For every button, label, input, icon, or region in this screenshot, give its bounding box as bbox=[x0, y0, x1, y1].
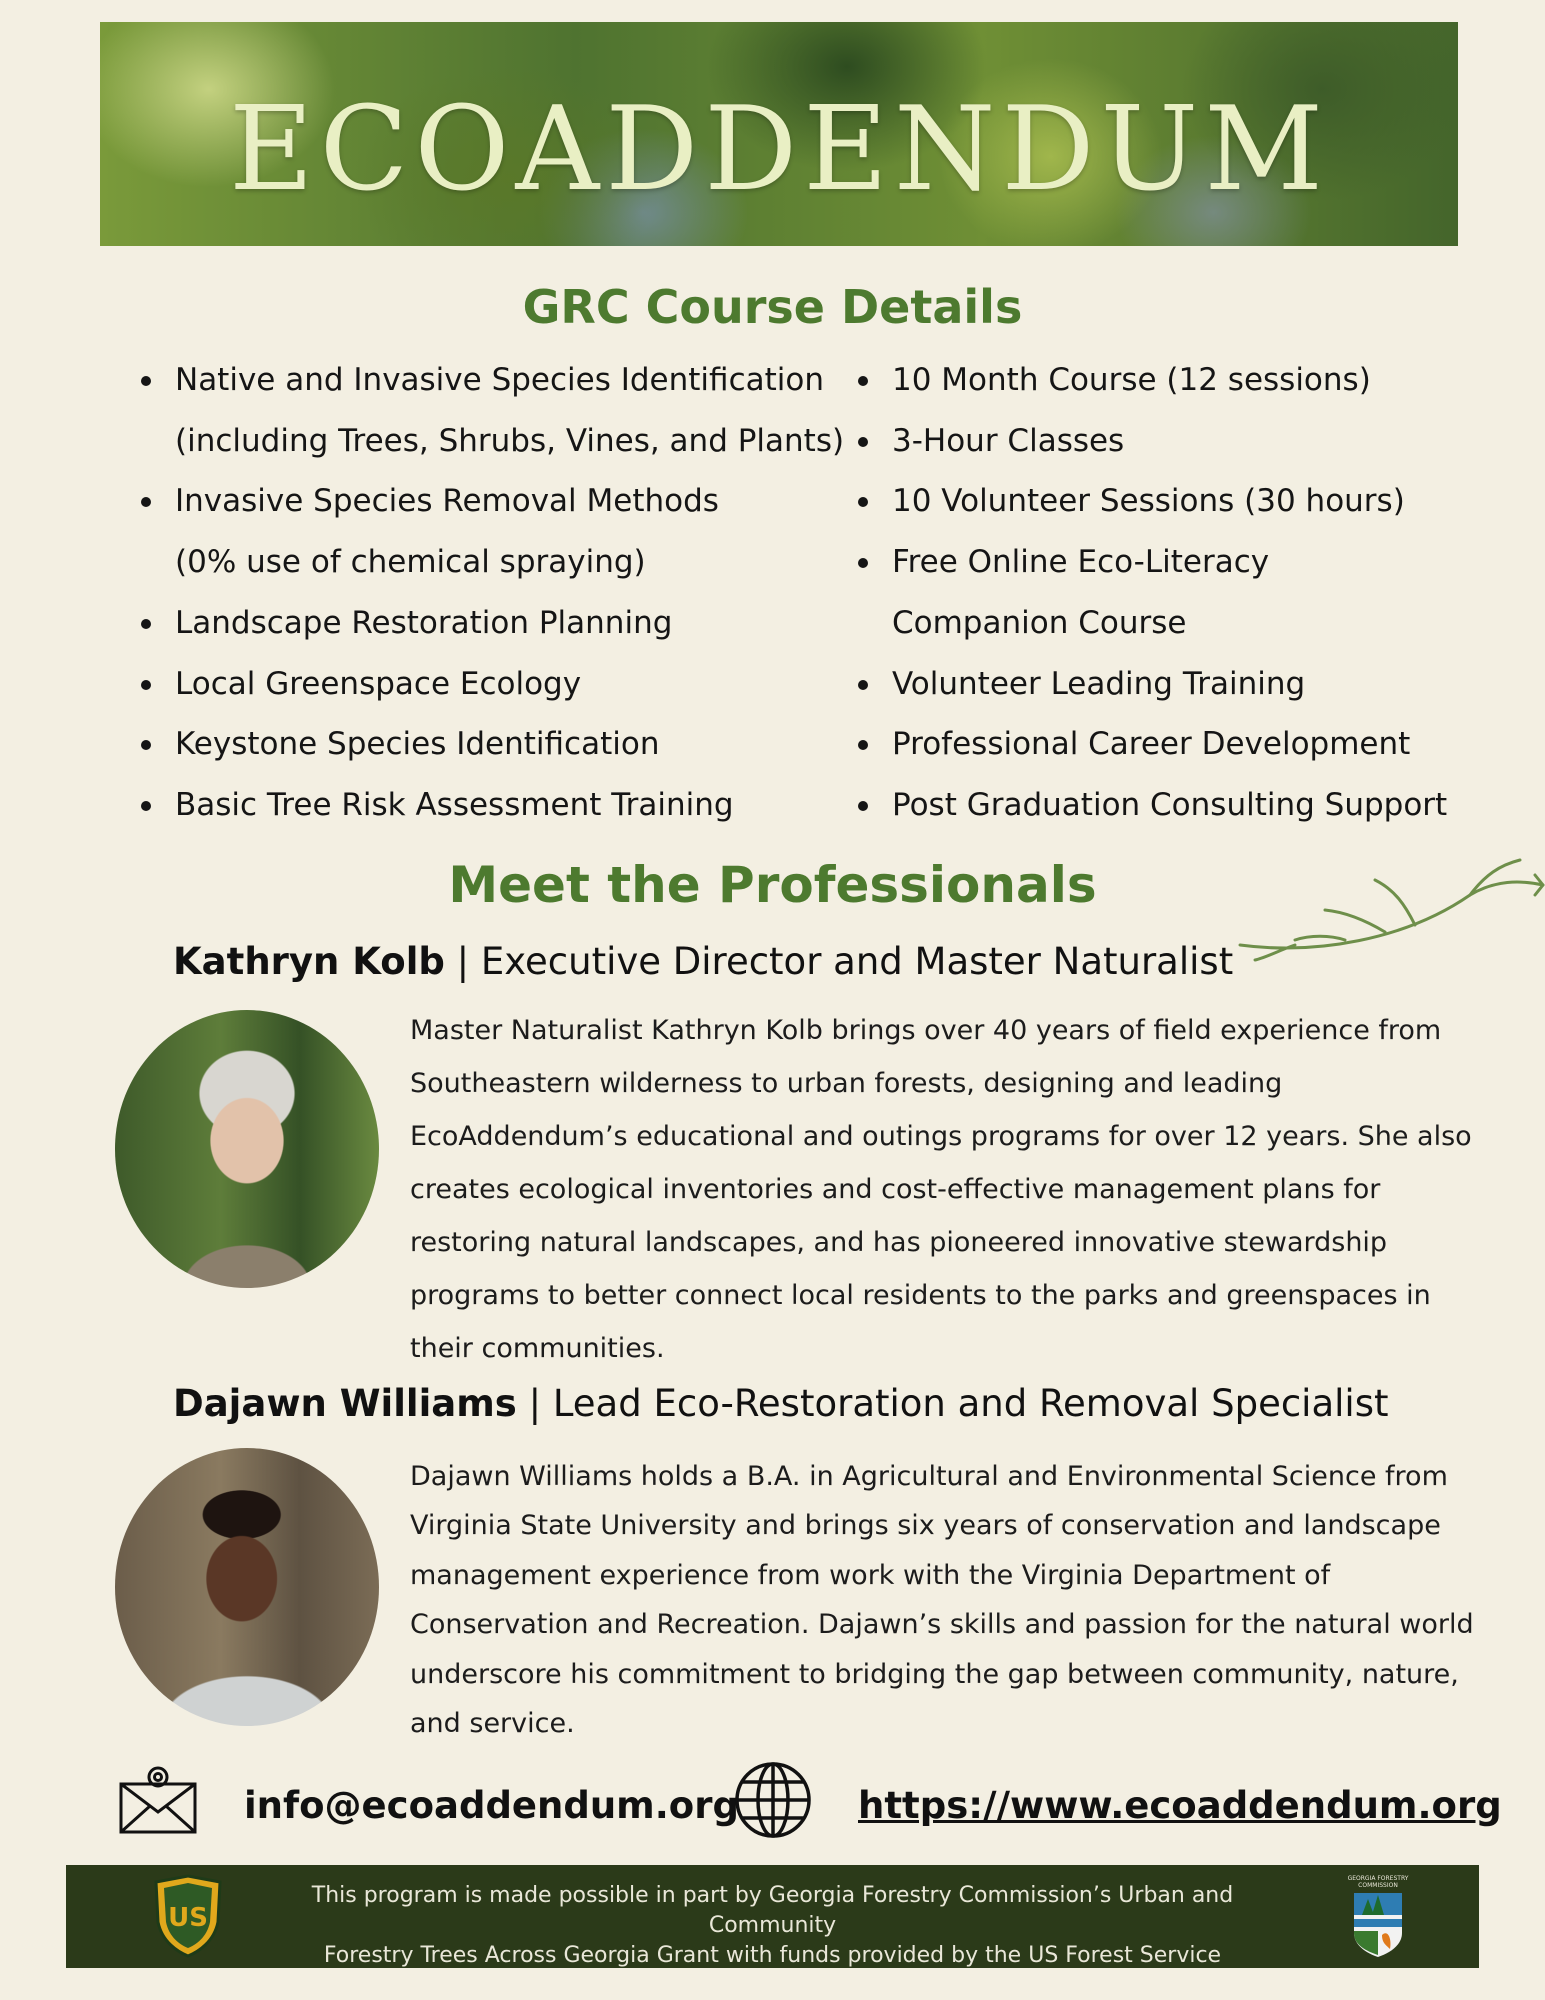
course-list-right bbox=[855, 350, 1447, 836]
list-item: Invasive Species Removal Methods bbox=[138, 471, 844, 532]
professional-heading bbox=[173, 940, 1233, 983]
professional-role: Lead Eco-Restoration and Removal Specialist bbox=[552, 1382, 1389, 1425]
email-link[interactable]: info@ecoaddendum.org bbox=[244, 1784, 739, 1827]
list-item: Basic Tree Risk Assessment Training bbox=[138, 775, 844, 836]
list-item: Professional Career Development bbox=[855, 714, 1447, 775]
globe-icon bbox=[733, 1760, 813, 1840]
gfc-logo-label: GEORGIA FORESTRY COMMISSION bbox=[1347, 1875, 1409, 1889]
list-item: 10 Month Course (12 sessions) bbox=[855, 350, 1447, 411]
mail-icon bbox=[118, 1764, 198, 1836]
footer-credit-text bbox=[246, 1881, 1299, 1971]
footer-line: This program is made possible in part by Georgia Forestry Commission’s Urban and Community bbox=[311, 1883, 1234, 1938]
list-item: Volunteer Leading Training bbox=[855, 654, 1447, 715]
list-item: Keystone Species Identification bbox=[138, 714, 844, 775]
list-item: Landscape Restoration Planning bbox=[138, 593, 844, 654]
course-details-title: GRC Course Details bbox=[522, 280, 1023, 334]
website-link[interactable]: https://www.ecoaddendum.org bbox=[858, 1784, 1502, 1827]
professionals-title: Meet the Professionals bbox=[448, 856, 1097, 914]
kathryn-kolb-photo bbox=[115, 1010, 379, 1288]
professional-bio: Master Naturalist Kathryn Kolb brings over 40 years of field experience from Southeastern wilderness to urban forests, designing and leading EcoAddendum’s educational and outings programs for over 12 years. She also creates ecological inventories and cost-effective management plans for restoring natural landscapes, and has pioneered innovative stewardship programs to better connect local residents to the parks and greenspaces in their communities. bbox=[410, 1015, 1472, 1364]
list-item: Post Graduation Consulting Support bbox=[855, 775, 1447, 836]
separator: | bbox=[444, 940, 481, 983]
banner-title: ECOADDENDUM bbox=[228, 82, 1330, 217]
list-item: Free Online Eco-Literacy bbox=[855, 532, 1447, 593]
dajawn-williams-photo bbox=[115, 1448, 379, 1726]
georgia-forestry-commission-logo bbox=[1348, 1875, 1408, 1959]
footer-line: Forestry Trees Across Georgia Grant with funds provided by the US Forest Service bbox=[323, 1943, 1222, 1968]
course-list-left bbox=[138, 350, 844, 836]
footer bbox=[66, 1865, 1479, 1968]
list-item: Companion Course bbox=[892, 604, 1187, 641]
professional-name: Dajawn Williams bbox=[173, 1382, 517, 1425]
professional-role: Executive Director and Master Naturalist bbox=[480, 940, 1234, 983]
list-item: (0% use of chemical spraying) bbox=[175, 544, 646, 581]
separator: | bbox=[516, 1382, 553, 1425]
list-item: 3-Hour Classes bbox=[855, 411, 1447, 472]
list-item: Local Greenspace Ecology bbox=[138, 654, 844, 715]
header-banner bbox=[100, 22, 1458, 246]
professional-name: Kathryn Kolb bbox=[173, 940, 445, 983]
professional-heading bbox=[173, 1382, 1388, 1425]
list-item: (including Trees, Shrubs, Vines, and Plants) bbox=[175, 422, 845, 459]
list-item: Native and Invasive Species Identification bbox=[138, 350, 844, 411]
professional-bio: Dajawn Williams holds a B.A. in Agricultural and Environmental Science from Virginia State University and brings six years of conservation and landscape management experience from work with the Virginia Department of Conservation and Recreation. Dajawn’s skills and passion for the natural world underscore his commitment to bridging the gap between community, nature, and service. bbox=[410, 1461, 1474, 1740]
list-item: 10 Volunteer Sessions (30 hours) bbox=[855, 471, 1447, 532]
forest-service-shield-logo bbox=[152, 1874, 224, 1958]
shield-letters: US bbox=[168, 1903, 208, 1933]
